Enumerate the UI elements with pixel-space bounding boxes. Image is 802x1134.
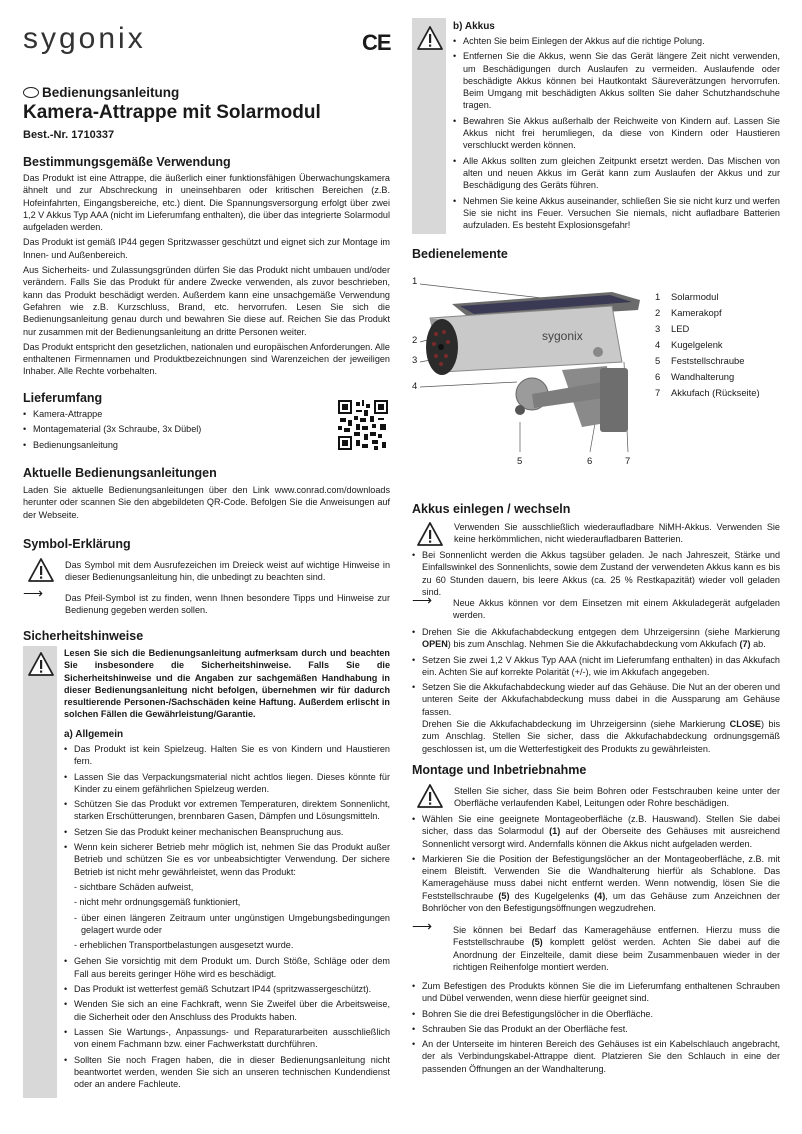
list-item: • Entfernen Sie die Akkus, wenn Sie das Gerät längere Zeit nicht verwenden, um Beschädigungen durch Auslaufen zu vermeiden. Auslaufende oder beschädigte Akkus können bei Hautkontakt Säureverätzungen hervorrufen. Beim Umgang mit beschädigten Akkus sollten Sie daher Schutzhandschuhe tragen. xyxy=(453,50,780,111)
qr-code-icon[interactable] xyxy=(338,400,388,450)
warning-triangle-icon xyxy=(416,521,444,547)
list-item: • Schützen Sie das Produkt vor extremen Temperaturen, direktem Sonnenlicht, starken Erschütterungen, brennbaren Gasen, Dämpfen und Lösungsmitteln. xyxy=(64,798,390,823)
legend-item: 5 Feststellschraube xyxy=(655,355,745,366)
list-item: • Sollten Sie noch Fragen haben, die in dieser Bedienungsanleitung nicht beantwortet werden, wenden Sie sich an unseren technischen Kundendienst oder an andere Fachleute. xyxy=(64,1054,390,1091)
list-item: • Lassen Sie Wartungs-, Anpassungs- und Reparaturarbeiten ausschließlich von einem Fachmann bzw. einer Fachwerkstatt durchführen. xyxy=(64,1026,390,1051)
list-item: • Bohren Sie die drei Befestigungslöcher in die Oberfläche. xyxy=(412,1008,780,1020)
warning-triangle-icon xyxy=(27,651,55,677)
legend-item: 1 Solarmodul xyxy=(655,291,719,302)
mounting-list-1 xyxy=(412,813,780,917)
legend-item: 4 Kugelgelenk xyxy=(655,339,723,350)
symbol-arrow-text: Das Pfeil-Symbol ist zu finden, wenn Ihnen besondere Tipps und Hinweise zur Bedienung gegeben werden sollen. xyxy=(65,593,390,616)
heading-batteries: b) Akkus xyxy=(453,21,495,32)
list-item: • Drehen Sie die Akkufachabdeckung entgegen dem Uhrzeigersinn (siehe Markierung OPEN) bis zum Anschlag. Nehmen Sie die Akkufachabdeckung vom Akkufach (7) ab. xyxy=(412,626,780,651)
heading-batteries-insert: Akkus einlegen / wechseln xyxy=(412,502,571,516)
callout-6: 6 xyxy=(587,456,593,467)
condition-item: - nicht mehr ordnungsgemäß funktioniert, xyxy=(74,897,241,908)
batteries-list-2 xyxy=(412,626,780,758)
brand-logo: sygonix xyxy=(23,22,146,55)
controls-legend xyxy=(655,289,760,401)
downloads-link[interactable]: www.conrad.com/downloads xyxy=(274,485,390,495)
list-item: • An der Unterseite im hinteren Bereich des Gehäuses ist ein Kabelschlauch angebracht, der als Verbindungskabel-Attrappe dient. Platzieren Sie den Schlauch in eine der passenden Öffnungen an der Wandhalterung. xyxy=(412,1038,780,1075)
list-item: • Nehmen Sie keine Akkus auseinander, schließen Sie sie nicht kurz und werfen Sie sie nicht ins Feuer. Versuchen Sie niemals, nicht aufladbare Batterien aufzuladen. Es besteht Explosionsgefahr! xyxy=(453,195,780,232)
list-item: • Lassen Sie das Verpackungsmaterial nicht achtlos liegen. Dieses könnte für Kinder zu einem gefährlichen Spielzeug werden. xyxy=(64,771,390,796)
safety-batteries xyxy=(453,21,780,234)
heading-general: a) Allgemein xyxy=(64,729,124,740)
list-item: • Montagematerial (3x Schraube, 3x Dübel) xyxy=(23,423,323,435)
mounting-warning: Stellen Sie sicher, dass Sie beim Bohren oder Festschrauben keine unter der Oberfläche verlaufenden Kabel, Leitungen oder Rohre beschädigen. xyxy=(454,786,780,809)
callout-3: 3 xyxy=(412,355,418,366)
legend-item: 7 Akkufach (Rückseite) xyxy=(655,387,760,398)
eye-icon xyxy=(23,87,39,98)
condition-item: - erheblichen Transportbelastungen ausgesetzt wurde. xyxy=(74,940,294,951)
list-item: • Gehen Sie vorsichtig mit dem Produkt um. Durch Stöße, Schläge oder dem Fall aus bereits geringer Höhe wird es beschädigt. xyxy=(64,955,390,980)
current-manuals-text: Laden Sie aktuelle Bedienungsanleitungen über den Link www.conrad.com/downloads herunter oder scannen Sie den abgebildeten QR-Code. Befolgen Sie die Anweisungen auf der Webseite. xyxy=(23,485,390,520)
delivery-list xyxy=(23,408,323,454)
intended-use-text: Das Produkt ist eine Attrappe, die äußerlich einer funktionsfähigen Überwachungskamera ähnelt und zur Abschreckung in uneinsehbaren oder kritischen Bereichen (z.B. Hofeinfahrten, Eingangsbereiche, etc.) dient. Die Spannungsversorgung erfolgt über zwei 1,2 V Akkus Typ AAA (nicht im Lieferumfang enthalten), die über das integrierte Solarmodul aufgeladen werden. Das Produkt ist gemäß IP44 gegen Spritzwasser geschützt und eignet sich zur Montage im Innen- und Außenbereich. Aus Sicherheits- und Zulassungsgründen dürfen Sie das Produkt nicht umbauen und/oder verändern. Falls Sie das Produkt für andere Zwecke verwenden, als zuvor beschrieben, kann das Produkt beschädigt werden. Außerdem kann eine unsachgemäße Verwendung Gefahren wie z.B. Kurzschluss, Brand, etc. hervorrufen. Lesen Sie sich die Bedienungsanleitung genau durch und bewahren Sie diese auf. Reichen Sie das Produkt nur zusammen mit der Bedienungsanleitung an dritte Personen weiter. Das Produkt entspricht den gesetzlichen, nationalen und europäischen Anforderungen. Alle enthaltenen Firmennamen und Produktbezeichnungen sind Warenzeichen der jeweiligen Inhaber. Alle Rechte vorbehalten. xyxy=(23,173,390,377)
symbol-warning-text: Das Symbol mit dem Ausrufezeichen im Dreieck weist auf wichtige Hinweise in dieser Bedienungsanleitung hin, die unbedingt zu beachten sind. xyxy=(65,560,390,583)
item-number: Best.-Nr. 1710337 xyxy=(23,129,115,141)
safety-sidebar xyxy=(23,646,57,1098)
list-item: • Wenden Sie sich an eine Fachkraft, wenn Sie Zweifel über die Arbeitsweise, die Sicherheit oder den Anschluss des Produkts haben. xyxy=(64,998,390,1023)
batteries-tip: Neue Akkus können vor dem Einsetzen mit einem Akkuladegerät aufgeladen werden. xyxy=(453,598,780,621)
mounting-tip: Sie können bei Bedarf das Kameragehäuse entfernen. Hierzu muss die Feststellschraube (5) komplett gelöst werden. Achten Sie dabei auf die Anordnung der Einzelteile, damit diese beim Zusammenbauen wieder in der richtigen Reihenfolge montiert werden. xyxy=(453,925,780,972)
arrow-icon: ⟶ xyxy=(412,592,433,608)
callout-1: 1 xyxy=(412,276,418,287)
ce-mark: CE xyxy=(362,30,391,55)
batteries-list-1 xyxy=(412,549,780,601)
heading-safety: Sicherheitshinweise xyxy=(23,629,144,643)
safety-general xyxy=(64,729,390,1093)
list-item: • Zum Befestigen des Produkts können Sie die im Lieferumfang enthaltenen Schrauben und Dübel verwenden, wenn diese hierfür geeignet sind. xyxy=(412,980,780,1005)
legend-item: 2 Kamerakopf xyxy=(655,307,722,318)
condition-item: - über einen längeren Zeitraum unter ungünstigen Umgebungsbedingungen gelagert wurde oder xyxy=(74,912,390,935)
list-item: • Alle Akkus sollten zum gleichen Zeitpunkt ersetzt werden. Das Mischen von alten und neuen Akkus im Gerät kann zum Auslaufen der Akkus und zur Beschädigung des Geräts führen. xyxy=(453,155,780,192)
camera-brand-label: sygonix xyxy=(542,329,583,343)
heading-symbols: Symbol-Erklärung xyxy=(23,537,131,551)
list-item: • Setzen Sie die Akkufachabdeckung wieder auf das Gehäuse. Die Nut an der oberen und unteren Seite der Akkufachabdeckung muss dabei in die Aussparung am Gehäuse fassen. Drehen Sie die Akkufachabdeckung im Uhrzeigersinn (siehe Markierung CLOSE) bis zum Anschlag. Stellen Sie sicher, dass die Akkufachabdeckung ordnungsgemäß geschlossen ist, um die Wetterfestigkeit des Produkts zu gewährleisten. xyxy=(412,681,780,755)
list-item: • Bewahren Sie Akkus außerhalb der Reichweite von Kindern auf. Lassen Sie Akkus nicht frei herumliegen, da diese von Kindern oder Haustieren verschluckt werden können. xyxy=(453,115,780,152)
safety-intro: Lesen Sie sich die Bedienungsanleitung aufmerksam durch und beachten Sie insbesondere die Sicherheitshinweise. Falls Sie die Sicherheitshinweise und die Angaben zur sachgemäßen Handhabung in dieser Bedienungsanleitung nicht befolgen, übernehmen wir für dadurch resultierende Personen-/Sachschäden keine Haftung. Außerdem erlischt in solchen Fällen die Gewährleistung/Garantie. xyxy=(64,648,390,720)
legend-item: 3 LED xyxy=(655,323,690,334)
list-item: • Setzen Sie zwei 1,2 V Akkus Typ AAA (nicht im Lieferumfang enthalten) in das Akkufach ein. Achten Sie auf korrekte Polarität (+/-), wie im Akkufach angegeben. xyxy=(412,654,780,679)
list-item: • Bei Sonnenlicht werden die Akkus tagsüber geladen. Je nach Jahreszeit, Stärke und Einfallswinkel des Sonnenlichts, sowie dem Zustand der verwendeten Akkus kann es bis zu 60 Stunden dauern, bis leere Akkus (ca. 25 % Restkapazität) wieder voll geladen sind. xyxy=(412,549,780,598)
list-item: • Kamera-Attrappe xyxy=(23,408,323,420)
warning-triangle-icon xyxy=(27,557,55,583)
list-item: • Das Produkt ist wetterfest gemäß Schutzart IP44 (spritzwassergeschützt). xyxy=(64,983,390,995)
list-item: • Achten Sie beim Einlegen der Akkus auf die richtige Polung. xyxy=(453,35,780,47)
camera-illustration xyxy=(412,272,652,462)
list-item: • Markieren Sie die Position der Befestigungslöcher an der Montageoberfläche, z.B. mit einem Bleistift. Verwenden Sie die Wandhalterung hierfür als Schablone. Das Kameragehäuse muss dabei nicht entfernt werden. Wenn notwendig, lösen Sie die Feststellschraube (5) des Kugelgelenks (4), um das Gehäuse zum Anzeichnen der Bohrlöcher von den Befestigungsöffnungen wegzudrehen. xyxy=(412,853,780,914)
mounting-list-2 xyxy=(412,980,780,1078)
arrow-icon: ⟶ xyxy=(412,918,433,934)
warning-triangle-icon xyxy=(416,25,444,51)
heading-delivery: Lieferumfang xyxy=(23,391,103,405)
batteries-warning: Verwenden Sie ausschließlich wiederaufladbare NiMH-Akkus. Verwenden Sie keine herkömmlichen, nicht wiederaufladbaren Batterien. xyxy=(454,522,780,545)
arrow-icon: ⟶ xyxy=(23,585,44,601)
heading-mounting: Montage und Inbetriebnahme xyxy=(412,763,587,777)
warning-triangle-icon xyxy=(416,783,444,809)
list-item: • Setzen Sie das Produkt keiner mechanischen Beanspruchung aus. xyxy=(64,826,390,838)
list-item: • Das Produkt ist kein Spielzeug. Halten Sie es von Kindern und Haustieren fern. xyxy=(64,743,390,768)
list-item: • Schrauben Sie das Produkt an der Oberfläche fest. xyxy=(412,1023,780,1035)
callout-5: 5 xyxy=(517,456,523,467)
heading-current-manuals: Aktuelle Bedienungsanleitungen xyxy=(23,466,217,480)
heading-intended-use: Bestimmungsgemäße Verwendung xyxy=(23,155,231,169)
callout-7: 7 xyxy=(625,456,631,467)
legend-item: 6 Wandhalterung xyxy=(655,371,735,382)
list-item: • Bedienungsanleitung xyxy=(23,439,323,451)
heading-controls: Bedienelemente xyxy=(412,247,508,261)
manual-kicker: Bedienungsanleitung xyxy=(23,85,179,100)
callout-2: 2 xyxy=(412,335,418,346)
page-title: Kamera-Attrappe mit Solarmodul xyxy=(23,102,321,123)
list-item: • Wählen Sie eine geeignete Montageoberfläche (z.B. Hauswand). Stellen Sie dabei sicher, dass das Solarmodul (1) auf der Oberseite des Gehäuses mit ausreichend Sonnenlicht versorgt wird. Andernfalls können die Akkus nicht aufgeladen werden. xyxy=(412,813,780,850)
callout-4: 4 xyxy=(412,381,418,392)
condition-item: - sichtbare Schäden aufweist, xyxy=(74,881,194,892)
list-item: • Wenn kein sicherer Betrieb mehr möglich ist, nehmen Sie das Produkt außer Betrieb und schützen Sie es vor unbeabsichtigter Verwendung. Der sichere Betrieb ist nicht mehr gewährleistet, wenn das Produkt: xyxy=(64,841,390,878)
